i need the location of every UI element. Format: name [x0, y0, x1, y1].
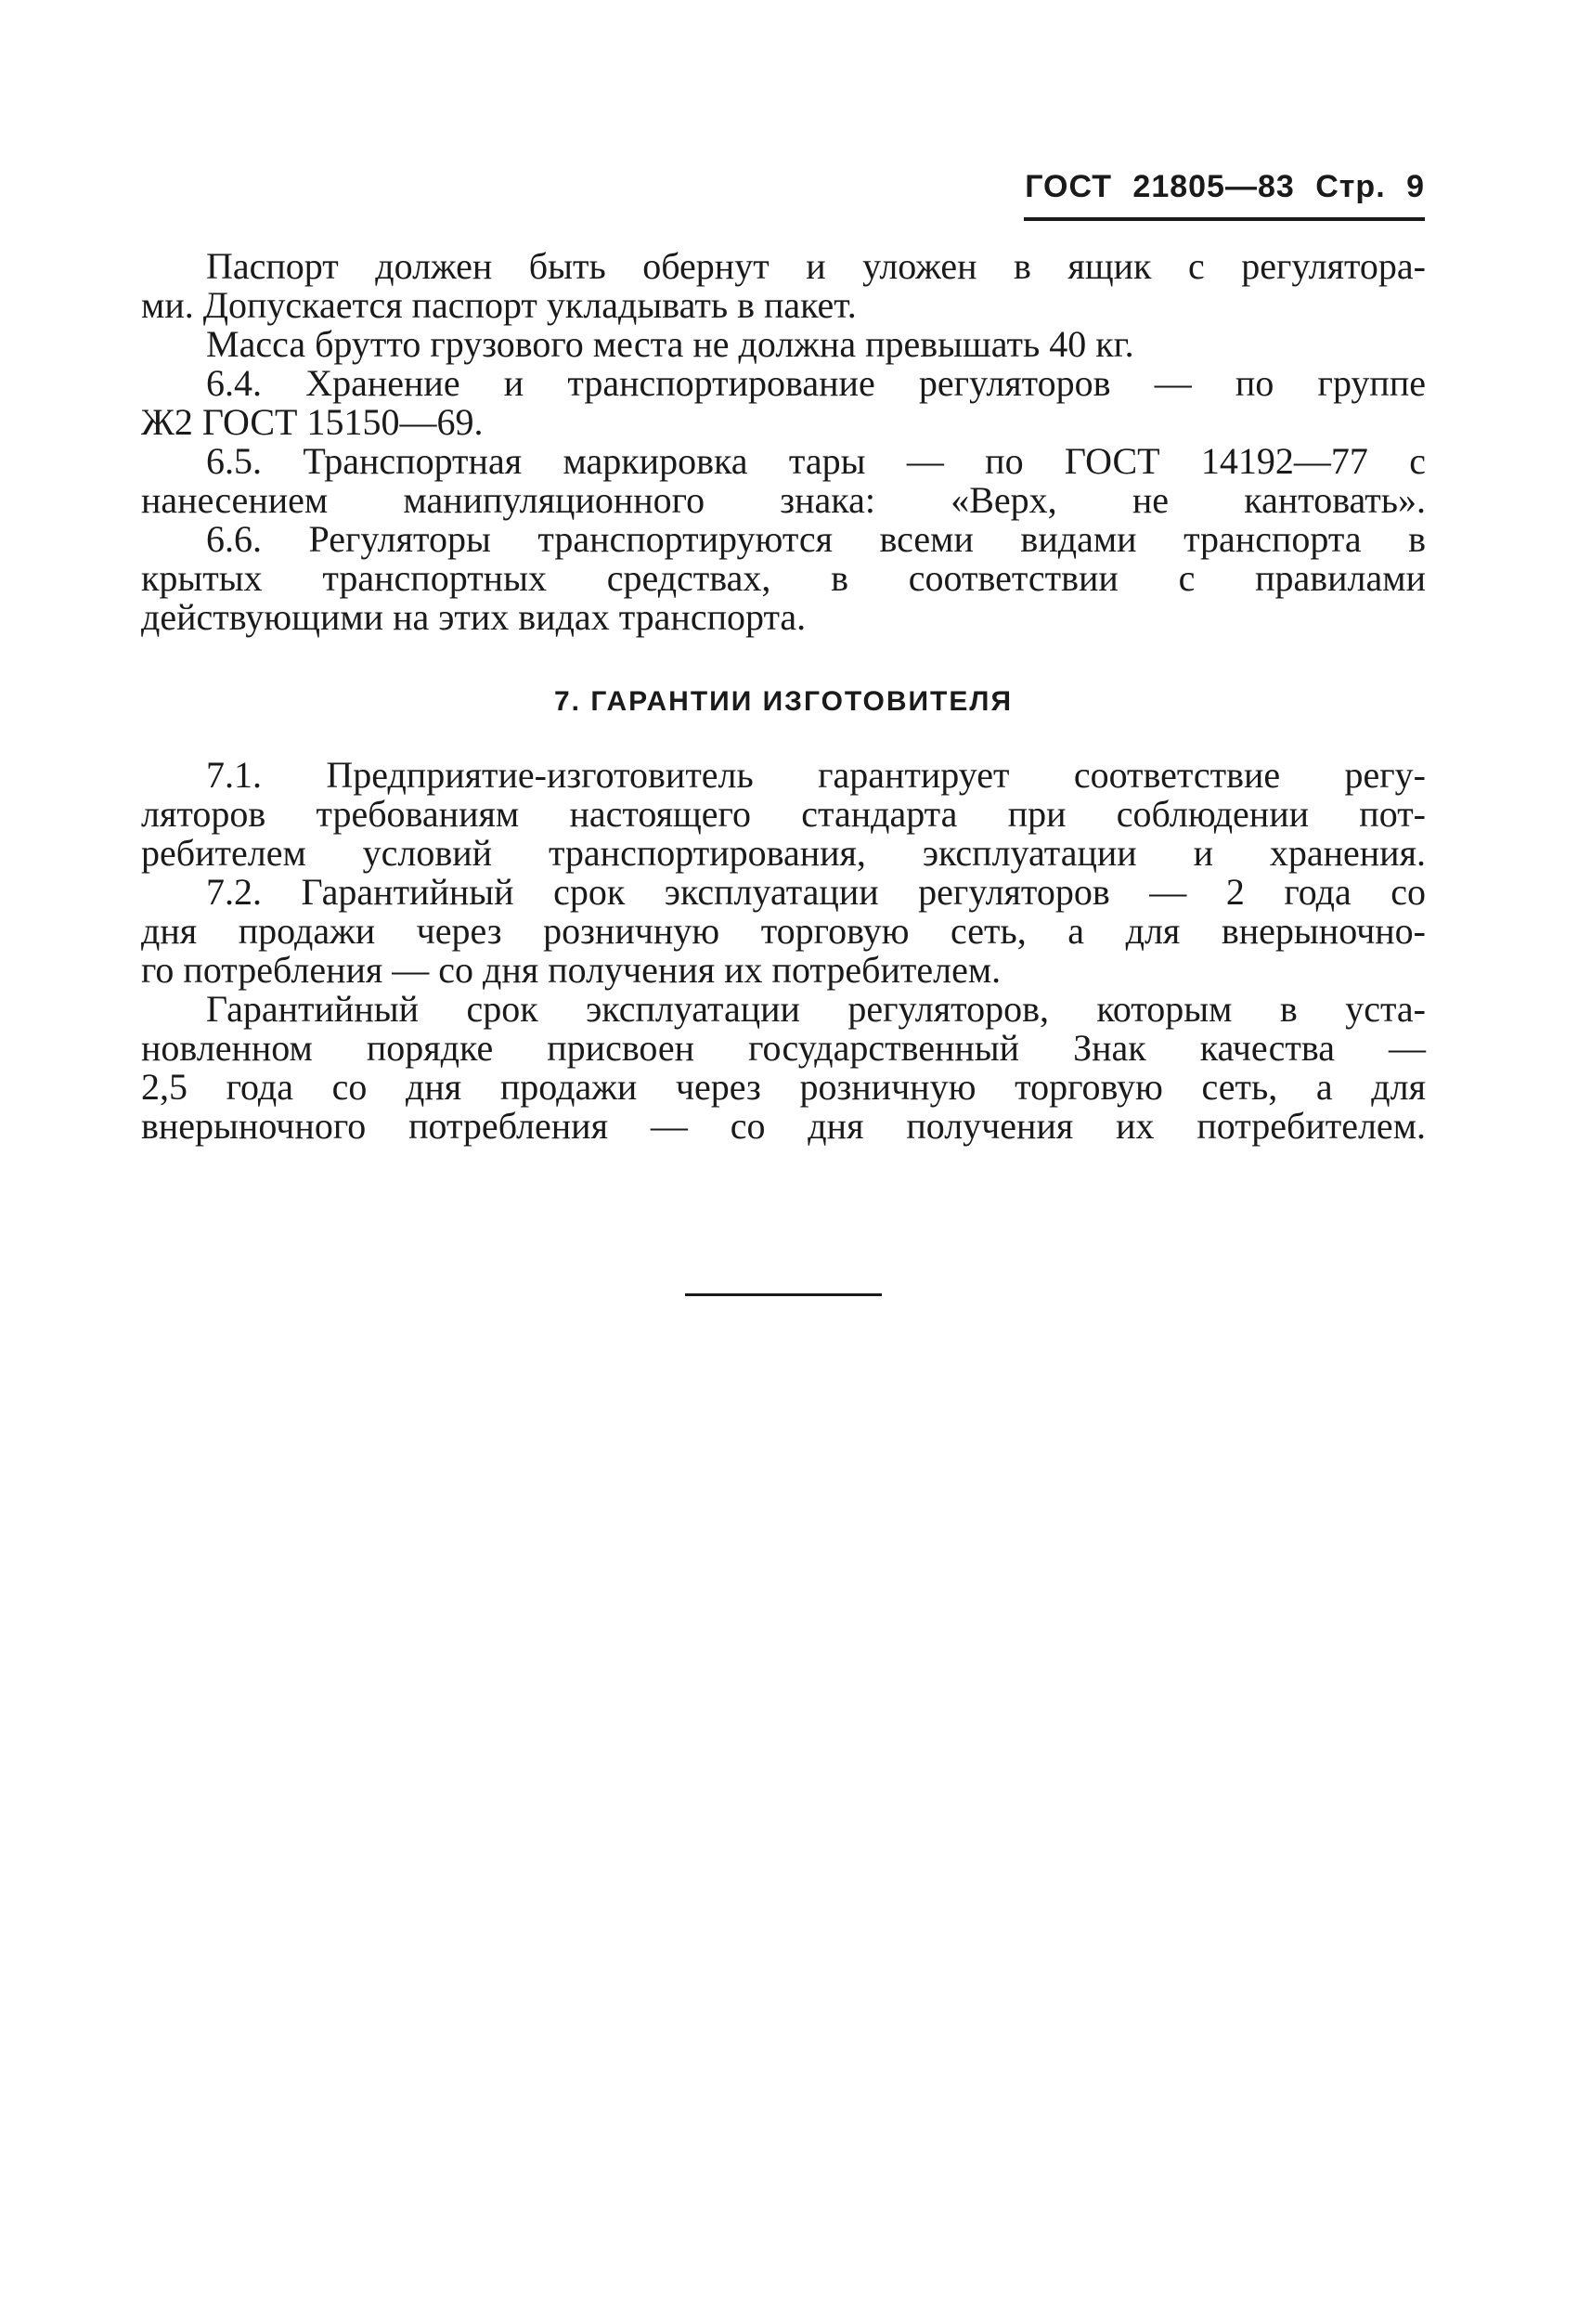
clause-6-5-line-2: нанесением манипуляционного знака: «Верх, не кантовать». — [141, 479, 1426, 521]
page-header: ГОСТ 21805—83 Стр. 9 — [1025, 169, 1425, 204]
section-gap — [141, 637, 1426, 674]
clause-6-6-line-2: крытых транспортных средствах, в соответствии с правилами — [141, 557, 1426, 599]
clause-6-4-line-1: 6.4. Хранение и транспортирование регуляторов — по группе — [206, 362, 1426, 404]
end-rule — [685, 1293, 882, 1296]
clause-6-6-line-3: действующими на этих видах транспорта. — [141, 596, 807, 638]
header-rule — [1024, 217, 1425, 221]
clause-6-6-line-1: 6.6. Регуляторы транспортируются всеми видами транспорта в — [206, 518, 1426, 560]
mass-line: Масса брутто грузового места не должна превышать 40 кг. — [206, 323, 1134, 365]
passport-line-2: ми. Допускается паспорт укладывать в пакет. — [141, 284, 857, 326]
clause-7-2-line-3: го потребления — со дня получения их потребителем. — [141, 949, 1002, 991]
section-7-title: 7. ГАРАНТИИ ИЗГОТОВИТЕЛЯ — [553, 686, 1013, 717]
warranty-quality-line-3: 2,5 года со дня продажи через розничную торговую сеть, а для — [141, 1066, 1426, 1108]
warranty-quality-line-1: Гарантийный срок эксплуатации регуляторов, которым в уста- — [206, 988, 1426, 1030]
clause-7-1-line-3: ребителем условий транспортирования, эксплуатации и хранения. — [141, 832, 1426, 874]
clause-7-2-line-1: 7.2. Гарантийный срок эксплуатации регуляторов — 2 года со — [206, 871, 1426, 913]
clause-7-2-line-2: дня продажи через розничную торговую сеть, а для внерыночно- — [141, 910, 1426, 952]
clause-7-1-line-2: ляторов требованиям настоящего стандарта при соблюдении пот- — [141, 793, 1426, 835]
clause-6-5-line-1: 6.5. Транспортная маркировка тары — по ГОСТ 14192—77 с — [206, 440, 1426, 482]
page-body — [141, 247, 1426, 1146]
clause-7-1-line-1: 7.1. Предприятие-изготовитель гарантирует соответствие регу- — [206, 754, 1426, 796]
clause-6-4-line-2: Ж2 ГОСТ 15150—69. — [141, 401, 484, 443]
warranty-quality-line-4: внерыночного потребления — со дня получения их потребителем. — [141, 1105, 1426, 1147]
passport-line-1: Паспорт должен быть обернут и уложен в ящик с регулятора- — [206, 245, 1426, 287]
warranty-quality-line-2: новленном порядке присвоен государственный Знак качества — — [141, 1027, 1426, 1069]
